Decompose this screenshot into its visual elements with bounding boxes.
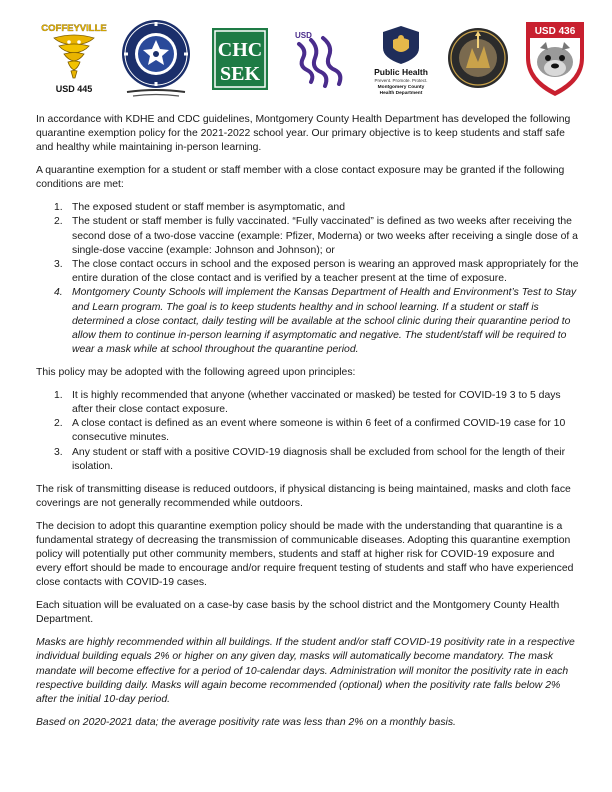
- principles-list: [36, 389, 582, 474]
- outdoors-paragraph: The risk of transmitting disease is reduced outdoors, if physical distancing is being maintained, masks and cloth face coverings are not generally recommended while outdoors.: [36, 483, 571, 509]
- list-number: 1.: [54, 389, 63, 401]
- conditions-list: [36, 201, 582, 357]
- list-item: [36, 389, 582, 417]
- list-item: [36, 215, 582, 258]
- usd436-logo: [522, 18, 588, 98]
- usd445-label: USD 445: [55, 84, 93, 94]
- public-health-dept-line1: Montgomery County: [377, 85, 425, 90]
- coffeyville-wordmark: COFFEYVILLE: [41, 23, 107, 34]
- list-item-text: The student or staff member is fully vaccinated. “Fully vaccinated” is defined as two weeks after receiving the second dose of a two-dose vaccine (example: Pfizer, Moderna) or two weeks after receiving a single dose of a single-dose vaccine (example: Johnson and Johnson); or: [72, 216, 578, 256]
- usd-curly-logo: [293, 18, 345, 98]
- evaluation-paragraph: Each situation will be evaluated on a case-by case basis by the school district and the Montgomery County Health Department.: [36, 600, 560, 626]
- chc-text: CHC: [217, 39, 263, 61]
- sek-text: SEK: [219, 63, 261, 85]
- list-item: [36, 286, 582, 357]
- intro-paragraph: In accordance with KDHE and CDC guidelines, Montgomery County Health Department has developed the following quarantine exemption policy for the 2021-2022 school year. Our primary objective is to keep students and staff safe and healthy while maintaining in-person learning.: [36, 114, 571, 154]
- coffeyville-usd445-logo: [40, 18, 108, 98]
- list-number: 2.: [54, 216, 63, 228]
- list-item-text: Montgomery County Schools will implement the Kansas Department of Health and Environment’s Test to Stay and Learn program. The goal is to keep students healthy and in school learning. If a student or staff is determined a close contact, daily testing will be available at the school clinic during their quarantine period to allow them to continue in-person learning if asymptomatic and negative. The student/staff will be required to wear a mask while at school throughout the quarantine period.: [72, 287, 577, 356]
- list-number: 2.: [54, 418, 63, 430]
- conditions-intro: A quarantine exemption for a student or staff member with a close contact exposure may be granted if the following conditions are met:: [36, 165, 565, 191]
- list-item-text: A close contact is defined as an event where someone is within 6 feet of a confirmed COVID-19 case for 10 consecutive minutes.: [72, 418, 566, 444]
- list-item: [36, 201, 582, 215]
- list-item: [36, 258, 582, 286]
- usd436-text: USD 436: [534, 26, 576, 37]
- list-number: 3.: [54, 446, 63, 458]
- masks-paragraph: Masks are highly recommended within all buildings. If the student and/or staff COVID-19 positivity rate in a respective individual building equals 2% or higher on any given day, masks will automatically become mandatory. The mask mandate will become effective for a period of 10-calendar days. Administration will monitor the positivity rate in each respective building daily. Masks will again become recommended (optional) when the positivity rate falls below 2% after the initial 10-day period.: [36, 637, 575, 706]
- principles-intro: This policy may be adopted with the following agreed upon principles:: [36, 367, 356, 379]
- public-health-dept-line2: Health Department: [379, 91, 423, 96]
- public-health-title: Public Health: [374, 67, 428, 77]
- list-item-text: Any student or staff with a positive COVID-19 diagnosis shall be excluded from school for the length of their isolation.: [72, 446, 566, 472]
- list-item-text: It is highly recommended that anyone (whether vaccinated or masked) be tested for COVID-19 3 to 5 days after their close contact exposure.: [72, 389, 561, 416]
- list-item-text: The close contact occurs in school and the exposed person is wearing an approved mask appropriately for the entire duration of the close contact and is verified by a teacher present at the time of exposure.: [72, 259, 579, 285]
- list-item-text: The exposed student or staff member is asymptomatic, and: [72, 202, 345, 214]
- usd-curly-text: USD: [295, 31, 312, 40]
- chc-sek-logo: [211, 18, 269, 98]
- data-note-paragraph: Based on 2020-2021 data; the average positivity rate was less than 2% on a monthly basis.: [36, 716, 456, 728]
- list-number: 4.: [54, 287, 63, 299]
- emergency-management-logo: [117, 18, 195, 98]
- list-item: [36, 417, 582, 445]
- list-number: 3.: [54, 259, 63, 271]
- independence-seal-logo: [446, 18, 510, 98]
- list-item: [36, 446, 582, 474]
- public-health-tagline: Prevent. Promote. Protect.: [374, 78, 428, 83]
- public-health-logo: [365, 18, 437, 98]
- decision-paragraph: The decision to adopt this quarantine exemption policy should be made with the understanding that quarantine is a fundamental strategy of decreasing the transmission of communicable diseases. Adopting this quarantine exemption policy will potentially put other community members, students and staff at higher risk for COVID-19 exposure and every effort should be made to encourage and/or require frequent testing of students and staff who have experienced close contacts with COVID-19 cases.: [36, 520, 574, 589]
- logo-strip: [0, 0, 612, 108]
- policy-document: [36, 113, 582, 739]
- list-number: 1.: [54, 202, 63, 214]
